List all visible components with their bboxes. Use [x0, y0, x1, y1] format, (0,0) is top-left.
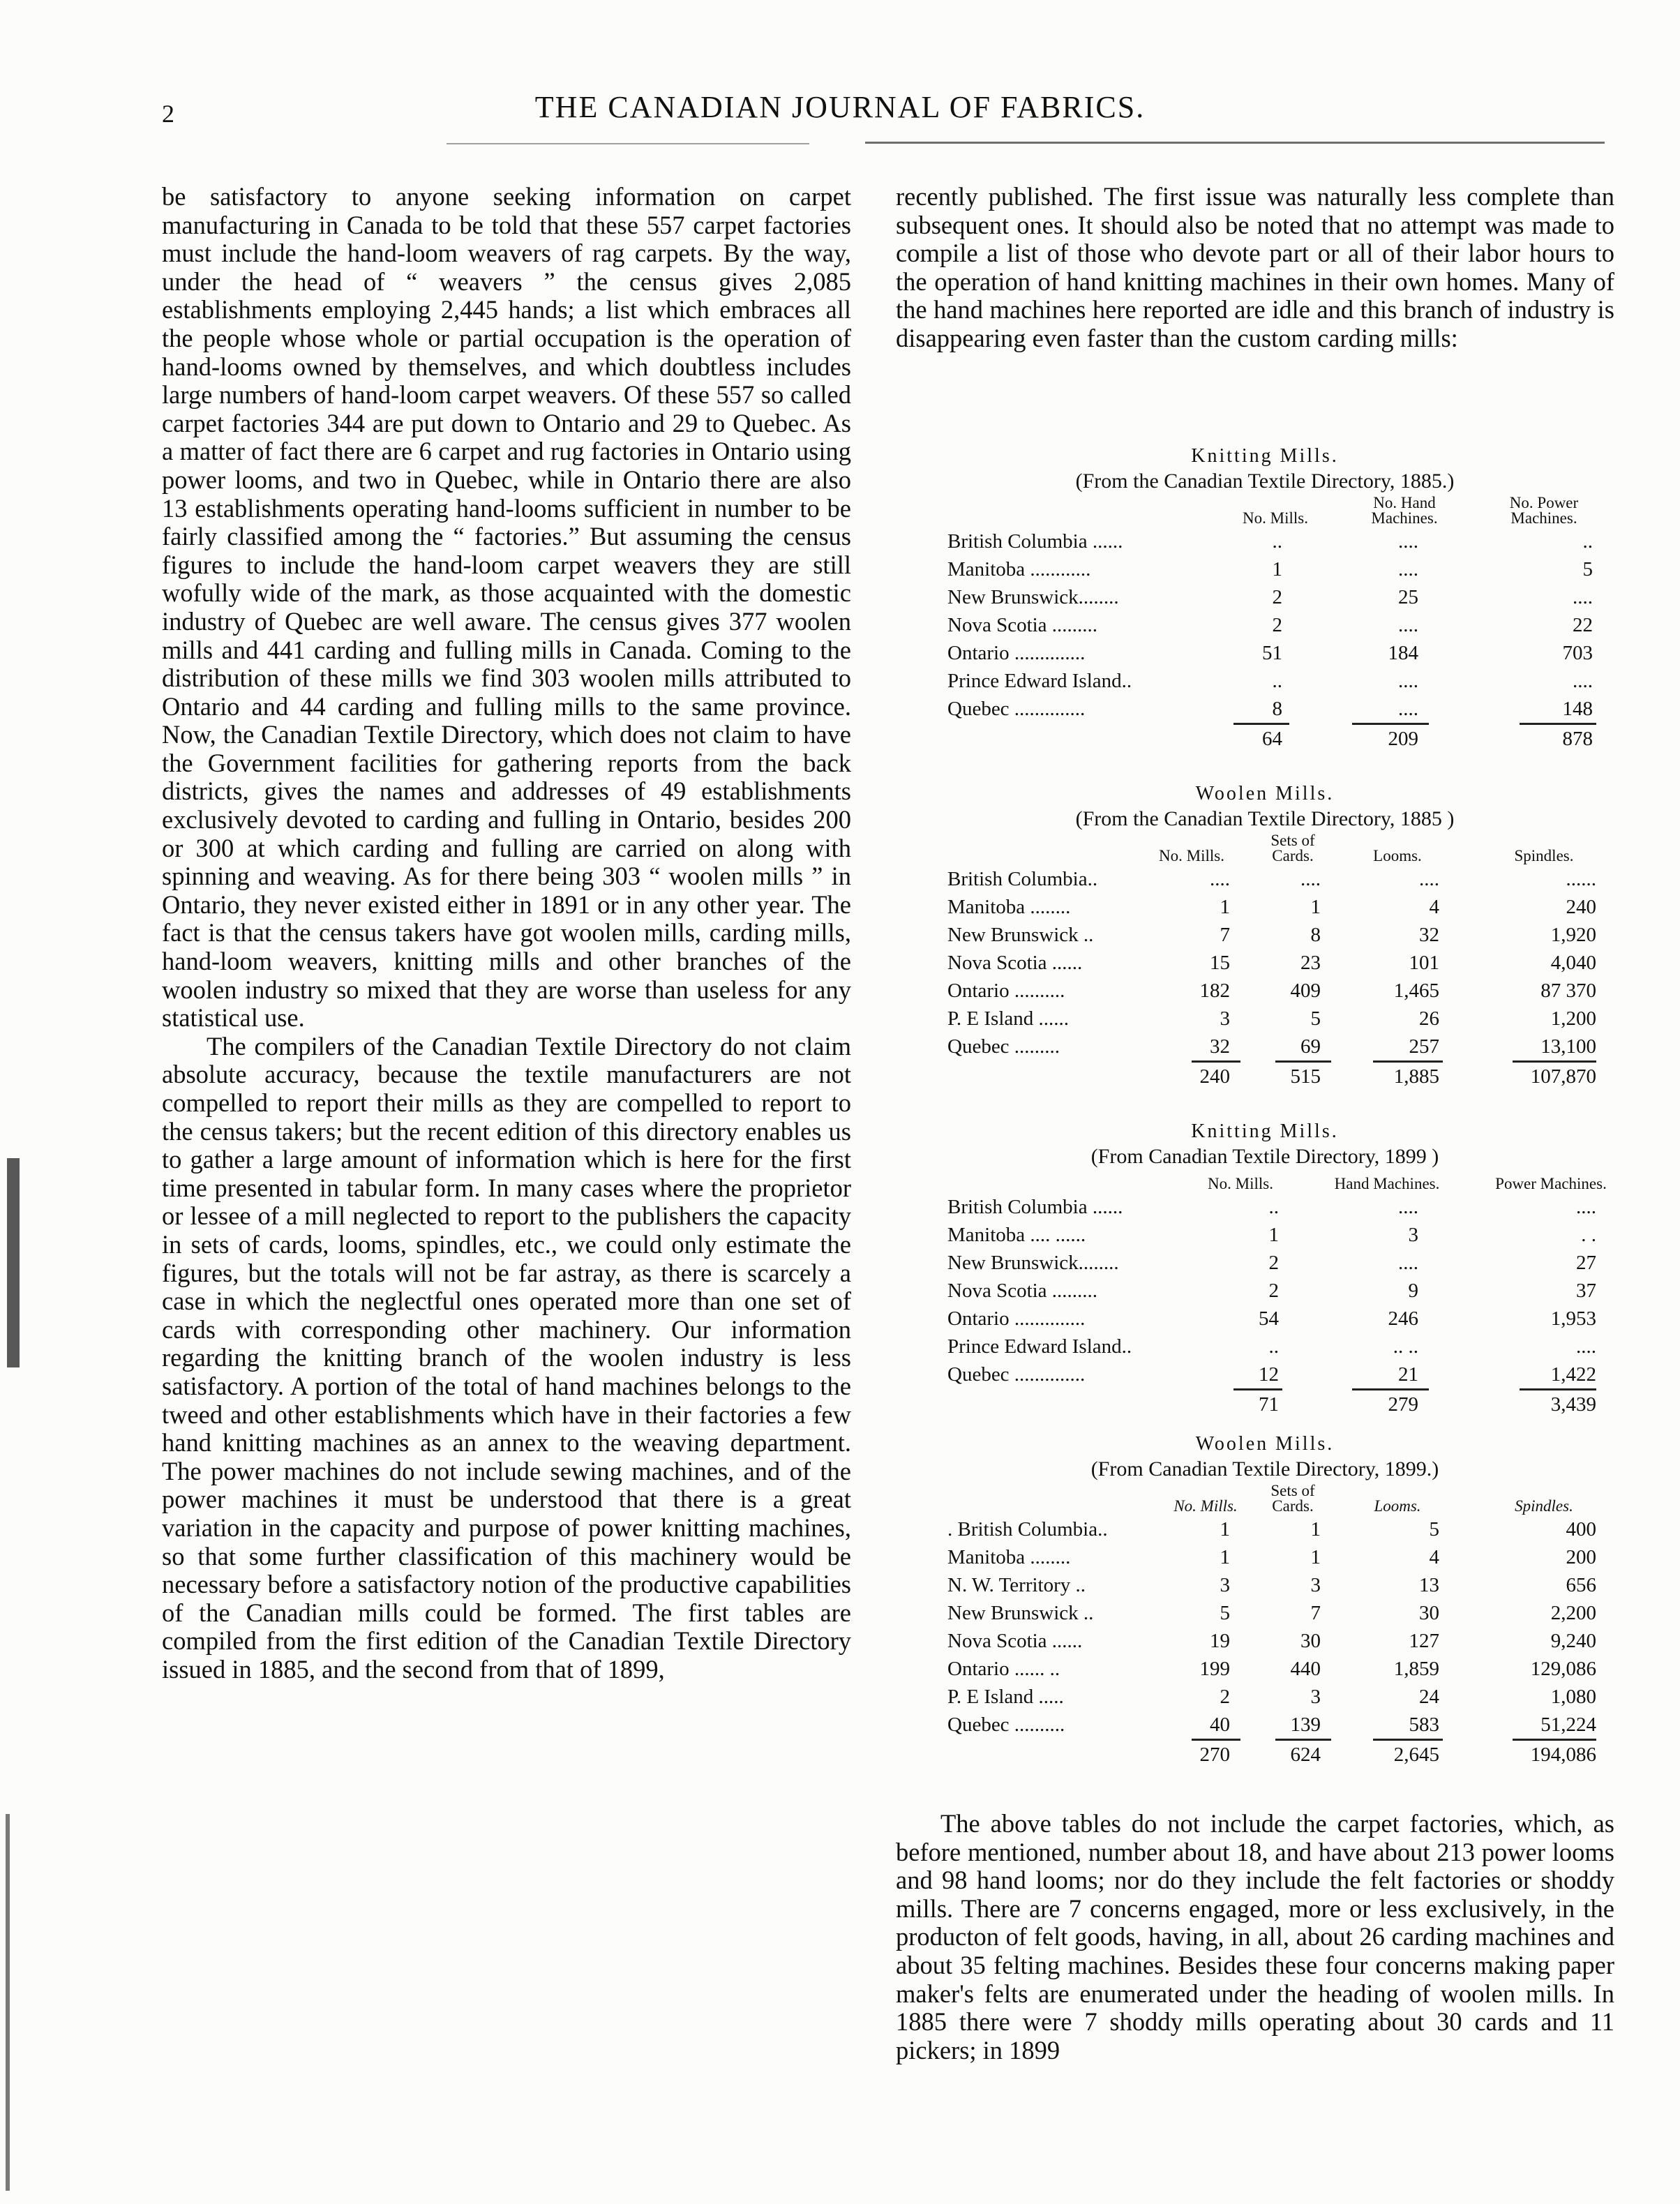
journal-title: THE CANADIAN JOURNAL OF FABRICS. [534, 90, 1146, 124]
col-header: Spindles. [1515, 1497, 1573, 1515]
table-row [899, 977, 1631, 1005]
cell-value: .... [1419, 868, 1439, 890]
cell-value: 22 [1573, 614, 1593, 636]
table-row [899, 667, 1631, 695]
cell-value: 2 [1268, 1252, 1279, 1274]
cell-value: 54 [1259, 1307, 1279, 1330]
scan-artifact [7, 1158, 20, 1367]
total-value: 1,885 [1393, 1065, 1439, 1088]
total-value: 279 [1388, 1393, 1418, 1416]
col-header: Looms. [1374, 1497, 1421, 1515]
province-name: Quebec .............. [947, 698, 1086, 720]
province-name: Manitoba ............ [947, 558, 1091, 580]
table-row [899, 1655, 1631, 1683]
total-value: 64 [1262, 728, 1282, 750]
table-row [899, 893, 1631, 921]
cell-value: 139 [1290, 1714, 1321, 1736]
table-row [899, 1005, 1631, 1033]
province-name: New Brunswick .. [947, 1602, 1094, 1624]
cell-value: 51,224 [1540, 1714, 1596, 1736]
province-name: New Brunswick........ [947, 586, 1119, 608]
cell-value: 5 [1582, 558, 1593, 580]
cell-value: .... [1573, 586, 1593, 608]
table-row [899, 1333, 1631, 1360]
province-name: N. W. Territory .. [947, 1574, 1086, 1596]
province-name: Nova Scotia ...... [947, 952, 1083, 974]
table-total-row [899, 1060, 1631, 1093]
cell-value: 7 [1220, 924, 1230, 946]
col-header: Hand Machines. [1334, 1175, 1440, 1192]
cell-value: .... [1398, 1196, 1418, 1218]
province-name: Ontario ...... .. [947, 1658, 1060, 1680]
table-header [899, 1169, 1631, 1193]
cell-value: .... [1398, 558, 1418, 580]
table-body [899, 1193, 1631, 1388]
col-header: Power Machines. [1495, 1175, 1607, 1192]
cell-value: .... [1398, 530, 1418, 553]
col-header: No. Mills. [1173, 1497, 1238, 1515]
cell-value: 127 [1409, 1630, 1439, 1652]
table-row [899, 611, 1631, 639]
cell-value: 25 [1398, 586, 1418, 608]
province-name: Prince Edward Island.. [947, 670, 1132, 692]
cell-value: 3 [1310, 1574, 1321, 1596]
right-column-intro [896, 183, 1614, 353]
cell-value: 13 [1419, 1574, 1439, 1596]
cell-value: ...... [1566, 868, 1596, 890]
table-knitting-1899 [899, 1119, 1631, 1420]
cell-value: 2,200 [1550, 1602, 1596, 1624]
cell-value: 400 [1566, 1518, 1596, 1540]
cell-value: 246 [1388, 1307, 1418, 1330]
table-row [899, 583, 1631, 611]
table-header [899, 494, 1631, 527]
cell-value: 1 [1310, 1546, 1321, 1568]
cell-value: 30 [1419, 1602, 1439, 1624]
cell-value: 2 [1220, 1686, 1230, 1708]
table-knitting-1885 [899, 444, 1631, 755]
cell-value: 1 [1272, 558, 1282, 580]
province-name: Manitoba .... ...... [947, 1224, 1086, 1246]
cell-value: 409 [1290, 980, 1321, 1002]
table-row [899, 1683, 1631, 1711]
cell-value: 1,859 [1393, 1658, 1439, 1680]
cell-value: 15 [1210, 952, 1230, 974]
page-header [0, 84, 1680, 133]
col-header: Looms. [1373, 847, 1422, 864]
cell-value: 440 [1290, 1658, 1321, 1680]
province-name: Quebec .............. [947, 1363, 1086, 1386]
cell-value: . . [1581, 1224, 1596, 1246]
province-name: Nova Scotia ......... [947, 614, 1098, 636]
cell-value: .... [1300, 868, 1321, 890]
cell-value: 8 [1272, 698, 1282, 720]
table-header [899, 832, 1631, 865]
cell-value: .. [1272, 670, 1282, 692]
total-value: 240 [1199, 1065, 1230, 1088]
cell-value: 3 [1220, 1007, 1230, 1030]
total-value: 194,086 [1530, 1744, 1596, 1766]
table-row [899, 1033, 1631, 1060]
province-name: Quebec .......... [947, 1714, 1065, 1736]
province-name: British Columbia ...... [947, 530, 1123, 553]
cell-value: 13,100 [1540, 1035, 1596, 1058]
cell-value: 1,953 [1550, 1307, 1596, 1330]
total-value: 2,645 [1393, 1744, 1439, 1766]
table-row [899, 1543, 1631, 1571]
cell-value: 12 [1259, 1363, 1279, 1386]
cell-value: .... [1398, 698, 1418, 720]
cell-value: 69 [1300, 1035, 1321, 1058]
table-row [899, 949, 1631, 977]
cell-value: 129,086 [1530, 1658, 1596, 1680]
table-woolen-1885 [899, 781, 1631, 1093]
total-value: 107,870 [1530, 1065, 1596, 1088]
cell-value: 200 [1566, 1546, 1596, 1568]
left-paragraph-1: be satisfactory to anyone seeking information on carpet manufacturing in Canada to be told that these 557 carpet factories must include the hand-loom weavers of rag carpets. By the way, under the head of “ weavers ” the census gives 2,085 establishments employing 2,445 hands; a list which embraces all the people whose whole or partial occupation is the operation of hand-looms owned by themselves, and which doubtless includes large numbers of hand-loom carpet weavers. Of these 557 so called carpet factories 344 are put down to Ontario and 29 to Quebec. As a matter of fact there are 6 carpet and rug factories in Ontario using power looms, and two in Quebec, while in Ontario there are also 13 establishments operating hand-looms sufficient in number to be fairly classified among the “ factories.” But assuming the census figures to include the hand-loom carpet weavers they are still wofully wide of the mark, as those acquainted with the domestic industry of Quebec are well aware. The census gives 377 woolen mills and 441 carding and fulling mills in Canada. Coming to the distribution of these mills we find 303 woolen mills attributed to Ontario and 44 carding and fulling mills to the same province. Now, the Canadian Textile Directory, which does not claim to have the Government facilities for gathering reports from the back districts, gives the names and addresses of 49 establishments exclusively devoted to carding and fulling in Ontario, besides 200 or 300 at which carding and fulling are carried on along with spinning and weaving. As for there being 303 “ woolen mills ” in Ontario, they never existed either in 1891 or in any other year. The fact is that the census takers have got woolen mills, carding mills, hand-loom weavers, knitting mills and other branches of the woolen industry so mixed that they are worse than useless for any statistical use. [162, 182, 851, 1033]
cell-value: .. [1272, 530, 1282, 553]
right-intro-paragraph: recently published. The first issue was naturally less complete than subsequent ones. It should also be noted that no attempt was made to compile a list of those who devote part or all of their labor hours to the operation of hand knitting machines in their own homes. Many of the hand machines here reported are idle and this branch of industry is disappearing even faster than the custom carding mills: [896, 182, 1614, 352]
province-name: P. E Island ...... [947, 1007, 1069, 1030]
total-value: 878 [1562, 728, 1593, 750]
cell-value: .... [1398, 614, 1418, 636]
cell-value: 1,080 [1550, 1686, 1596, 1708]
table-row [899, 1221, 1631, 1249]
table-row [899, 1627, 1631, 1655]
province-name: Manitoba ........ [947, 896, 1071, 918]
cell-value: 4 [1429, 896, 1439, 918]
table-body [899, 1515, 1631, 1739]
cell-value: .... [1576, 1196, 1596, 1218]
cell-value: 32 [1419, 924, 1439, 946]
table-total-row [899, 1739, 1631, 1771]
cell-value: 5 [1310, 1007, 1321, 1030]
table-title: Woolen Mills. [1195, 1433, 1335, 1455]
table-body [899, 865, 1631, 1060]
cell-value: 1 [1220, 1546, 1230, 1568]
table-row [899, 1515, 1631, 1543]
table-title: Knitting Mills. [1191, 445, 1339, 467]
table-title: Knitting Mills. [1191, 1120, 1339, 1142]
table-row [899, 865, 1631, 893]
cell-value: 9,240 [1550, 1630, 1596, 1652]
cell-value: 1 [1220, 1518, 1230, 1540]
province-name: British Columbia.. [947, 868, 1098, 890]
col-header: No. Power Machines. [1509, 494, 1579, 527]
table-source: (From Canadian Textile Directory, 1899 ) [1090, 1145, 1439, 1168]
table-row [899, 921, 1631, 949]
table-row [899, 639, 1631, 667]
cell-value: 24 [1419, 1686, 1439, 1708]
header-rule-left [447, 143, 809, 144]
total-value: 624 [1290, 1744, 1321, 1766]
table-row [899, 1249, 1631, 1277]
cell-value: 8 [1310, 924, 1321, 946]
cell-value: .. [1268, 1335, 1279, 1358]
province-name: . British Columbia.. [947, 1518, 1108, 1540]
cell-value: 27 [1576, 1252, 1596, 1274]
right-closing-column [896, 1810, 1614, 2064]
cell-value: 257 [1409, 1035, 1439, 1058]
table-row [899, 1711, 1631, 1739]
cell-value: 583 [1409, 1714, 1439, 1736]
cell-value: 1 [1310, 896, 1321, 918]
table-total-row [899, 723, 1631, 755]
cell-value: .... [1576, 1335, 1596, 1358]
cell-value: 7 [1310, 1602, 1321, 1624]
cell-value: .... [1573, 670, 1593, 692]
table-row [899, 527, 1631, 555]
col-header: Sets of Cards. [1270, 832, 1315, 864]
cell-value: 101 [1409, 952, 1439, 974]
province-name: Ontario .............. [947, 1307, 1086, 1330]
right-closing-paragraph: The above tables do not include the carpet factories, which, as before mentioned, number about 18, and have about 213 power looms and 98 hand looms; nor do they include the felt factories or shoddy mills. There are 7 concerns engaged, more or less exclusively, in the producton of felt goods, having, in all, about 26 carding machines and about 35 felting machines. Besides these four concerns making paper maker's felts are enumerated under the heading of woolen mills. In 1885 there were 7 shoddy mills operating about 30 cards and 11 pickers; in 1899 [896, 1809, 1614, 2064]
table-row [899, 1571, 1631, 1599]
cell-value: 1,920 [1550, 924, 1596, 946]
table-row [899, 1599, 1631, 1627]
cell-value: 184 [1388, 642, 1418, 664]
cell-value: 2 [1272, 614, 1282, 636]
cell-value: 23 [1300, 952, 1321, 974]
cell-value: 87 370 [1540, 980, 1596, 1002]
cell-value: .. [1268, 1196, 1279, 1218]
cell-value: 32 [1210, 1035, 1230, 1058]
table-source: (From Canadian Textile Directory, 1899.) [1090, 1457, 1439, 1480]
cell-value: .... [1210, 868, 1230, 890]
cell-value: 9 [1408, 1280, 1418, 1302]
cell-value: 19 [1210, 1630, 1230, 1652]
cell-value: 26 [1419, 1007, 1439, 1030]
cell-value: 3 [1310, 1686, 1321, 1708]
province-name: New Brunswick .. [947, 924, 1094, 946]
total-value: 209 [1388, 728, 1418, 750]
cell-value: 703 [1562, 642, 1593, 664]
cell-value: 4 [1429, 1546, 1439, 1568]
province-name: British Columbia ...... [947, 1196, 1123, 1218]
province-name: Nova Scotia ...... [947, 1630, 1083, 1652]
table-row [899, 1305, 1631, 1333]
table-title: Woolen Mills. [1195, 783, 1335, 804]
province-name: Nova Scotia ......... [947, 1280, 1098, 1302]
cell-value: .... [1398, 670, 1418, 692]
table-total-row [899, 1388, 1631, 1420]
cell-value: 1,200 [1550, 1007, 1596, 1030]
cell-value: .... [1398, 1252, 1418, 1274]
col-header: No. Mills. [1208, 1175, 1273, 1192]
col-header: No. Mills. [1243, 509, 1308, 527]
table-body [899, 527, 1631, 723]
cell-value: 182 [1199, 980, 1230, 1002]
province-name: Quebec ......... [947, 1035, 1060, 1058]
total-value: 270 [1199, 1744, 1230, 1766]
cell-value: 148 [1562, 698, 1593, 720]
province-name: Ontario .............. [947, 642, 1086, 664]
cell-value: 240 [1566, 896, 1596, 918]
header-rule-right [865, 142, 1605, 144]
province-name: Ontario .......... [947, 980, 1065, 1002]
table-row [899, 1193, 1631, 1221]
cell-value: 656 [1566, 1574, 1596, 1596]
cell-value: 2 [1268, 1280, 1279, 1302]
col-header: Sets of Cards. [1270, 1482, 1315, 1515]
table-source: (From the Canadian Textile Directory, 1885 ) [1075, 807, 1455, 830]
cell-value: .. .. [1393, 1335, 1418, 1358]
cell-value: 1,465 [1393, 980, 1439, 1002]
cell-value: 21 [1398, 1363, 1418, 1386]
total-value: 515 [1290, 1065, 1321, 1088]
table-woolen-1899 [899, 1432, 1631, 1771]
cell-value: 2 [1272, 586, 1282, 608]
cell-value: 37 [1576, 1280, 1596, 1302]
cell-value: 199 [1199, 1658, 1230, 1680]
left-paragraph-2: The compilers of the Canadian Textile Directory do not claim absolute accuracy, because the textile manufacturers are not compelled to report their mills as they are compelled to report to the census takers; but the recent edition of this directory enables us to gather a large amount of information which is here for the first time presented in tabular form. In many cases where the proprietor or lessee of a mill neglected to report to the publishers the capacity in sets of cards, looms, spindles, etc., we could only estimate the figures, but the totals will not be far astray, as there is scarcely a case in which the neglectful ones operated more than one set of cards with corresponding other machinery. Our information regarding the knitting branch of the woolen industry is less satisfactory. A portion of the total of hand machines belongs to the tweed and other establishments which have in their factories a few hand knitting machines as an annex to the weaving department. The power machines do not include sewing machines, and of the power machines it must be understood that there is a great variation in the capacity and purpose of power knitting machines, so that some further classification of this machinery would be necessary before a satisfactory notion of the productive capabilities of the Canadian mills could be formed. The first tables are compiled from the first edition of the Canadian Textile Directory issued in 1885, and the second from that of 1899, [162, 1031, 851, 1684]
cell-value: 1 [1268, 1224, 1279, 1246]
cell-value: 1 [1310, 1518, 1321, 1540]
col-header: Spindles. [1514, 847, 1574, 864]
province-name: New Brunswick........ [947, 1252, 1119, 1274]
cell-value: 1,422 [1550, 1363, 1596, 1386]
table-header [899, 1482, 1631, 1515]
table-row [899, 695, 1631, 723]
cell-value: .. [1582, 530, 1593, 553]
cell-value: 4,040 [1550, 952, 1596, 974]
total-value: 71 [1259, 1393, 1279, 1416]
province-name: P. E Island ..... [947, 1686, 1064, 1708]
province-name: Prince Edward Island.. [947, 1335, 1132, 1358]
scan-artifact [6, 1814, 10, 2191]
col-header: No. Mills. [1159, 847, 1224, 864]
cell-value: 3 [1408, 1224, 1418, 1246]
table-row [899, 1360, 1631, 1388]
left-column [162, 183, 851, 1684]
cell-value: 51 [1262, 642, 1282, 664]
cell-value: 1 [1220, 896, 1230, 918]
cell-value: 3 [1220, 1574, 1230, 1596]
table-row [899, 1277, 1631, 1305]
col-header: No. Hand Machines. [1371, 494, 1438, 527]
table-row [899, 555, 1631, 583]
table-source: (From the Canadian Textile Directory, 1885.) [1075, 470, 1455, 493]
cell-value: 5 [1429, 1518, 1439, 1540]
cell-value: 30 [1300, 1630, 1321, 1652]
cell-value: 40 [1210, 1714, 1230, 1736]
cell-value: 5 [1220, 1602, 1230, 1624]
total-value: 3,439 [1550, 1393, 1596, 1416]
province-name: Manitoba ........ [947, 1546, 1071, 1568]
page-number: 2 [162, 100, 174, 128]
